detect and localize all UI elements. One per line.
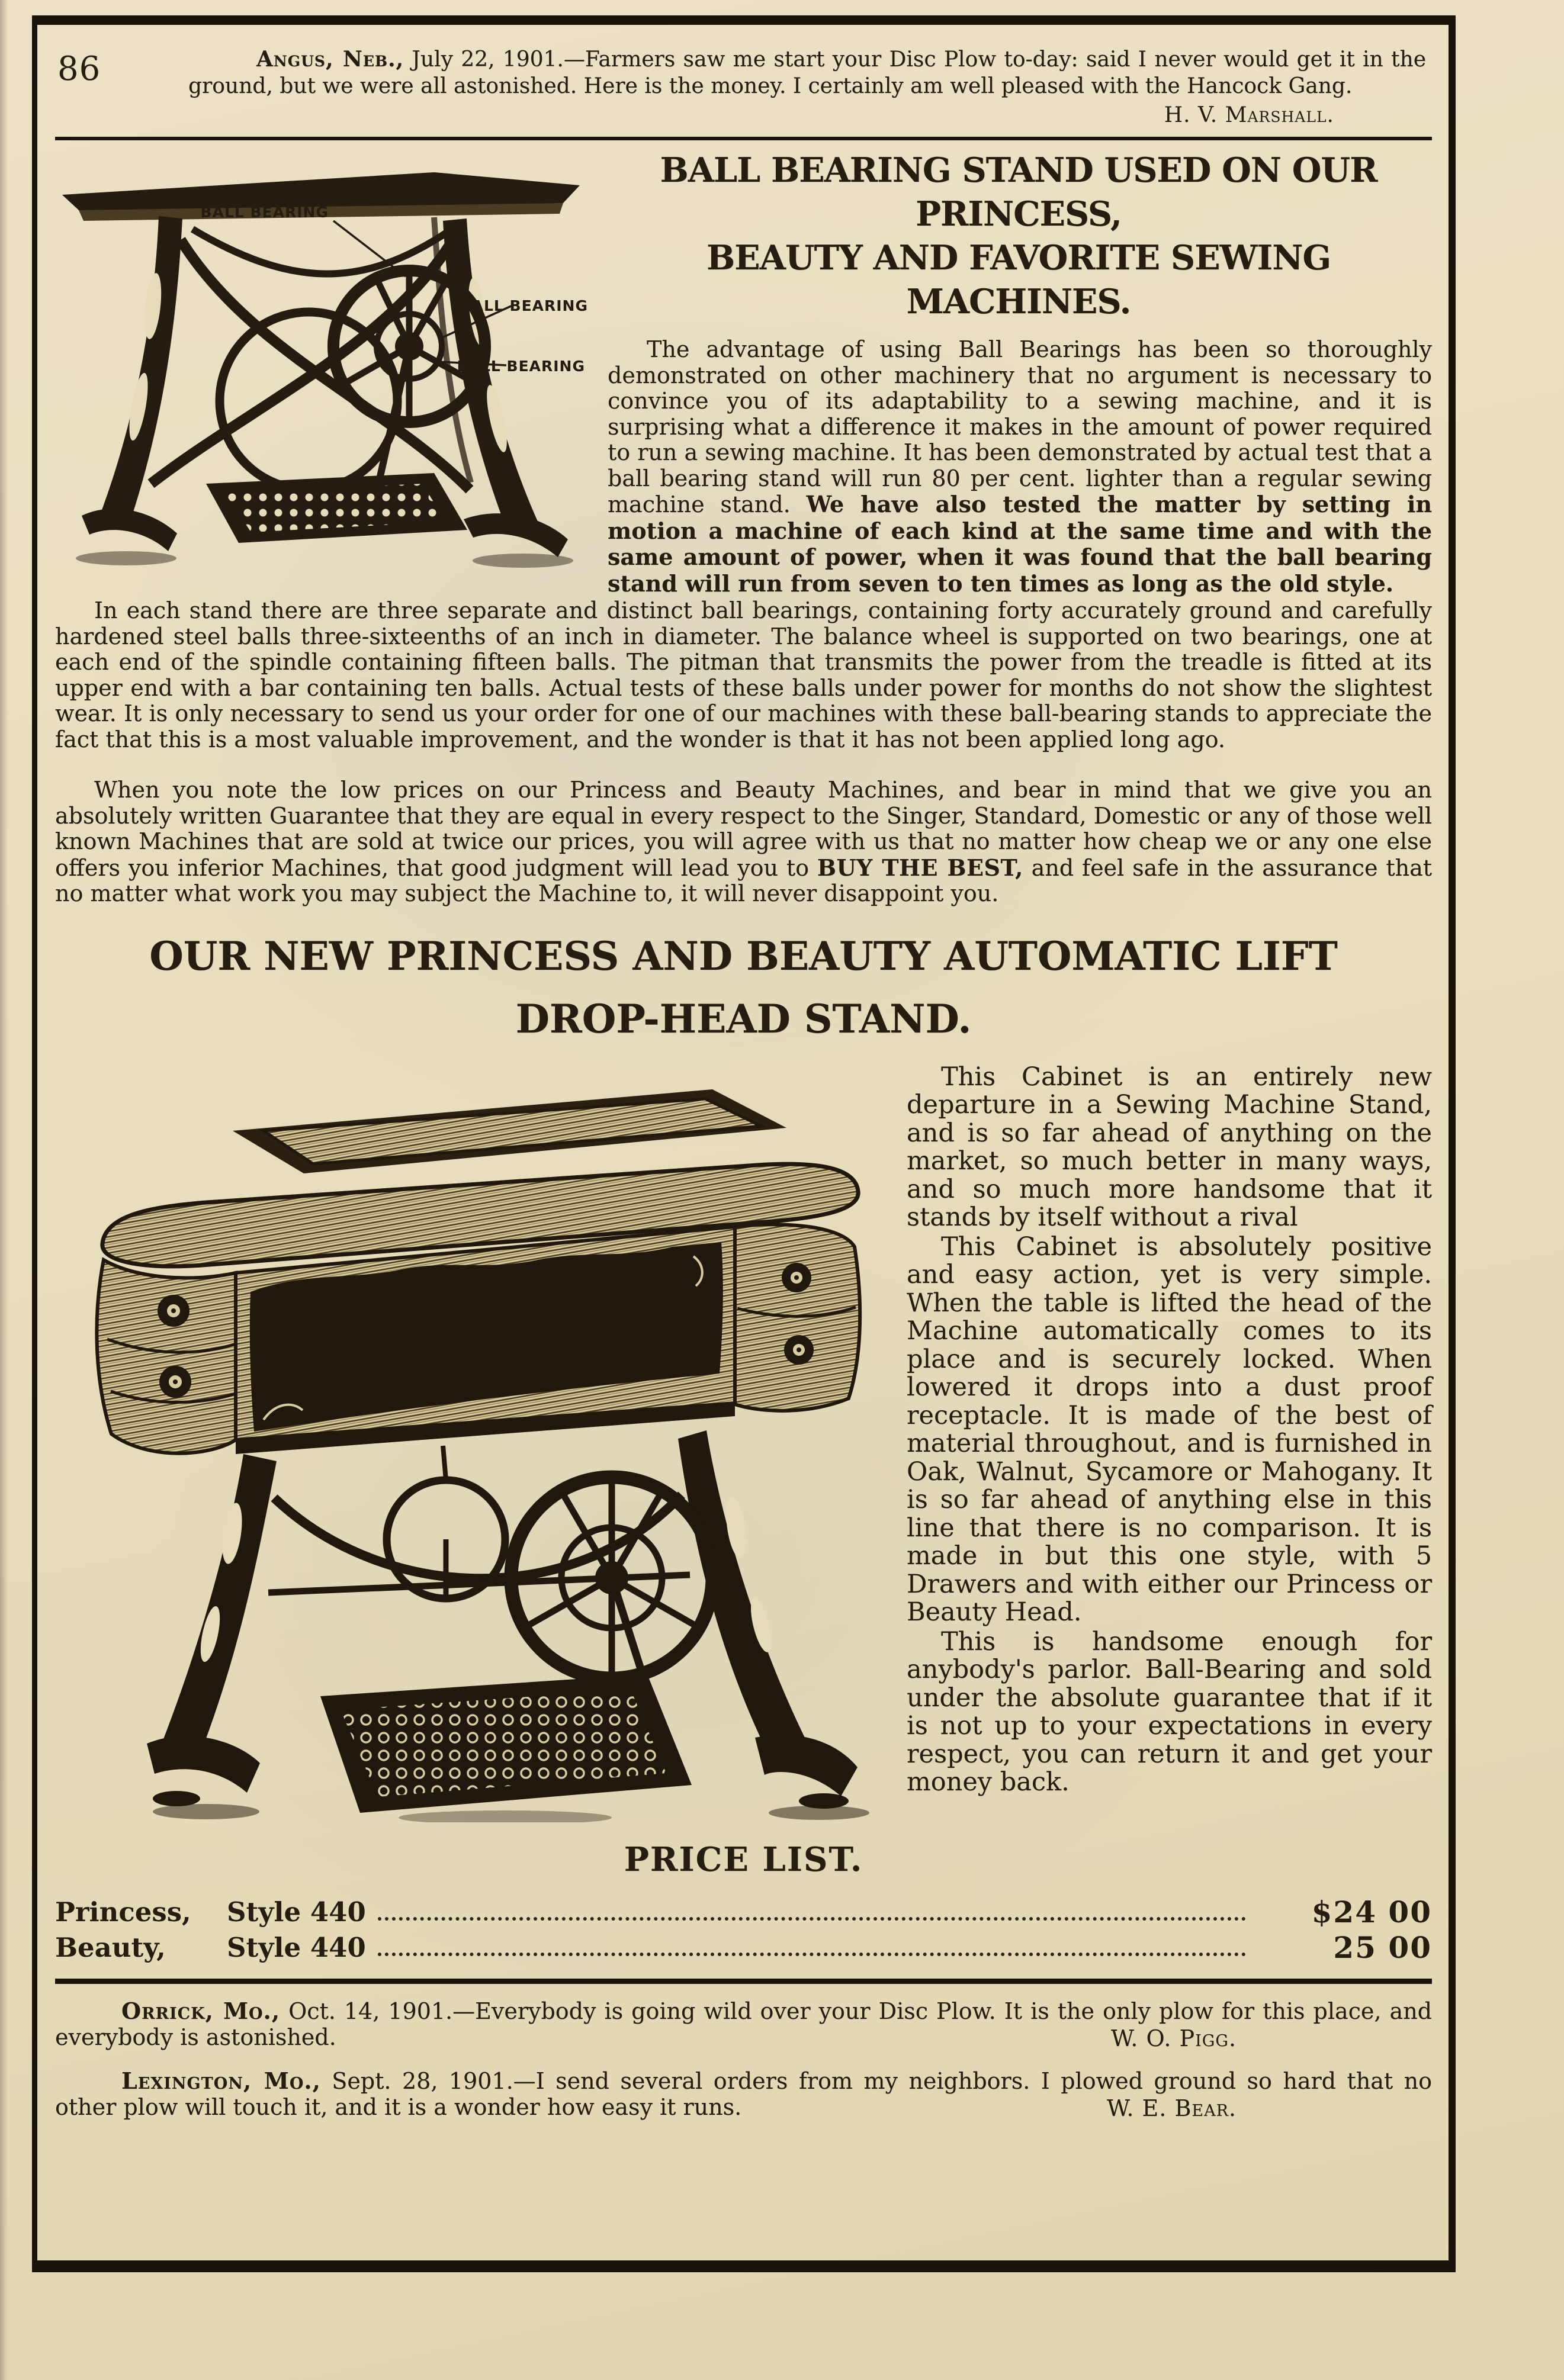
testimonial-body: Oct. 14, 1901.—Everybody is going wild over your Disc Plow. It is the only plow for this place, and everybody is astonished. bbox=[55, 1998, 1432, 2050]
section2-title bbox=[67, 925, 1420, 1050]
header bbox=[55, 37, 1432, 127]
section1-para3-text: When you note the low prices on our Princess and Beauty Machines, and bear in mind that we give you an absolutely written Guarantee that they are equal in every respect to the Singer, Standard, Domestic or any of those well known Machines that are sold at twice our prices, you will agree with us that no matter how cheap we or any one else offers you inferior Machines, that good judgment will lead you to bbox=[55, 777, 1432, 881]
ball-bearing-label-3: BALL BEARING bbox=[457, 358, 585, 375]
section1-para3-text-end: and feel safe in the assurance that no matter what work you may subject the Machine to, it will never disappoint you. bbox=[55, 854, 1432, 906]
header-location: Angus, Neb., bbox=[256, 47, 404, 72]
section-drop-head-stand bbox=[55, 1063, 1432, 1797]
section1-title-line2: BEAUTY AND FAVORITE SEWING MACHINES. bbox=[706, 238, 1331, 321]
testimonial-body: Sept. 28, 1901.—I send several orders from my neighbors. I plowed ground so hard that no other plow will touch it, and it is a wonder how easy it runs. bbox=[55, 2067, 1432, 2120]
drop-head-cabinet-illustration bbox=[55, 1072, 884, 1822]
header-body: July 22, 1901.—Farmers saw me start your Disc Plow to-day: said I never would get it in the ground, but we were all astonished. Here is the money. I certainly am well pleased with the Hancock Gang. bbox=[188, 47, 1426, 98]
section1-para1-bold: We have also tested the matter by setting in motion a machine of each kind at the same time and with the same amount of power, when it was found that the ball bearing stand will run from seven to ten times as long as the old style. bbox=[608, 491, 1432, 597]
section-ball-bearing-stand bbox=[55, 149, 1432, 907]
ball-bearing-label-1: BALL BEARING bbox=[200, 204, 329, 221]
testimonial-lexington bbox=[55, 2068, 1432, 2120]
treadle-stand-illustration bbox=[55, 151, 591, 573]
drop-head-cabinet-drawing bbox=[55, 1072, 884, 1822]
section2-title-line1: OUR NEW PRINCESS AND BEAUTY AUTOMATIC LIFT bbox=[149, 932, 1338, 979]
header-testimonial bbox=[188, 46, 1426, 99]
price-item-name: Princess, bbox=[55, 1896, 191, 1928]
price-row-princess bbox=[55, 1895, 1432, 1930]
treadle-stand-drawing bbox=[55, 151, 591, 573]
buy-the-best-emphasis: BUY THE BEST, bbox=[817, 854, 1023, 881]
price-value: 25 00 bbox=[1333, 1929, 1432, 1965]
section1-para1-text: The advantage of using Ball Bearings has been so thoroughly demonstrated on other machinery that no argument is necessary to convince you of its adaptability to a sewing machine, and it is surprising what a difference it makes in the amount of power required to run a sewing machine. It has been demonstrated by actual test that a ball bearing stand will run 80 per cent. lighter than a regular sewing machine stand. bbox=[608, 336, 1432, 517]
testimonial-signature: W. O. Pigg. bbox=[1110, 2025, 1237, 2051]
price-value: $24 00 bbox=[1311, 1894, 1432, 1929]
header-signature: H. V. Marshall. bbox=[1164, 103, 1334, 127]
ball-bearing-label-2: BALL BEARING bbox=[460, 297, 588, 314]
section2-paragraph-3: This is handsome enough for anybody's parlor. Ball-Bearing and sold under the absolute guarantee that if it is not up to your expectations in every respect, you can return it and get your money back. bbox=[907, 1626, 1432, 1797]
section2-paragraph-2: This Cabinet is absolutely positive and easy action, yet is very simple. When the table is lifted the head of the Machine automatically comes to its place and is securely locked. When lowered it drops into a dust proof receptacle. It is made of the best of material throughout, and is furnished in Oak, Walnut, Sycamore or Mahogany. It is so far ahead of anything else in this line that there is no comparison. It is made in but this one style, with 5 Drawers and with either our Princess or Beauty Head. bbox=[907, 1231, 1432, 1627]
section1-paragraph-2: In each stand there are three separate and distinct ball bearings, containing forty accurately ground and carefully hardened steel balls three-sixteenths of an inch in diameter. The balance wheel is supported on two bearings, one at each end of the spindle containing fifteen balls. The pitman that transmits the power from the treadle is fitted at its upper end with a bar containing ten balls. Actual tests of these balls under power for months do not show the slightest wear. It is only necessary to send us your order for one of our machines with these ball-bearing stands to appreciate the fact that this is a most valuable improvement, and the wonder is that it has not been applied long ago. bbox=[55, 597, 1432, 752]
section2-paragraph-1: This Cabinet is an entirely new departure in a Sewing Machine Stand, and is so far ahead of anything on the market, so much better in many ways, and so much more handsome that it stands by itself without a rival bbox=[907, 1062, 1432, 1232]
dotted-leader bbox=[378, 1917, 1246, 1921]
section1-title-line1: BALL BEARING STAND USED ON OUR PRINCESS, bbox=[660, 150, 1377, 234]
price-list-title: PRICE LIST. bbox=[624, 1839, 863, 1879]
testimonial-orrick bbox=[55, 1998, 1432, 2050]
price-item-style: Style 440 bbox=[227, 1896, 366, 1928]
page-number: 86 bbox=[57, 50, 101, 88]
header-rule bbox=[55, 137, 1432, 140]
page-border-frame bbox=[32, 15, 1456, 2272]
price-list bbox=[55, 1826, 1432, 1966]
section1-paragraph-3 bbox=[55, 777, 1432, 907]
testimonial-location: Lexington, Mo., bbox=[121, 2067, 321, 2094]
price-row-beauty bbox=[55, 1930, 1432, 1966]
price-item-name: Beauty, bbox=[55, 1931, 166, 1963]
price-item-style: Style 440 bbox=[227, 1931, 366, 1963]
section2-title-line2: DROP-HEAD STAND. bbox=[515, 995, 972, 1042]
testimonial-signature: W. E. Bear. bbox=[1106, 2095, 1237, 2121]
section-divider-rule bbox=[55, 1979, 1432, 1984]
testimonial-location: Orrick, Mo., bbox=[121, 1997, 281, 2024]
dotted-leader bbox=[378, 1953, 1246, 1956]
